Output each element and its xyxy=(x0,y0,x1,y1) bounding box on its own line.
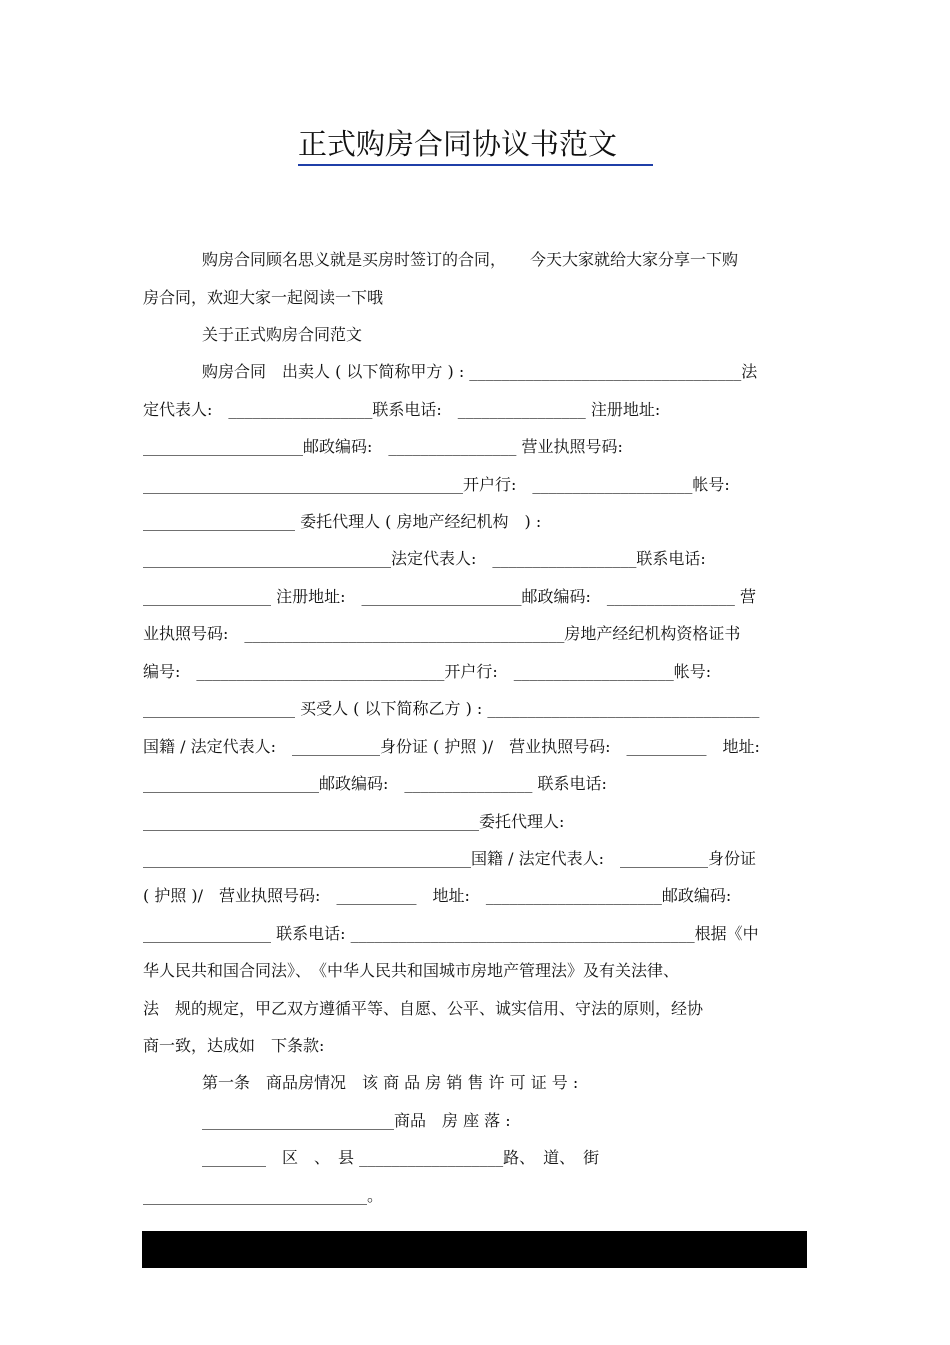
document-line: ________________________________________开户行: ____________________帐号: xyxy=(143,475,730,494)
document-line: _________________________________________国籍 / 法定代表人: ___________身份证 xyxy=(143,849,756,868)
document-line: ________________________商品 房 座 落 : xyxy=(202,1111,511,1130)
document-line: ____________________邮政编码: ________________ 营业执照号码: xyxy=(143,437,623,456)
document-line: ________ 区 、 县 __________________路、 道、 街 xyxy=(202,1148,600,1167)
document-title: 正式购房合同协议书范文 xyxy=(0,124,950,166)
document-line: 法 规的规定，甲乙双方遵循平等、自愿、公平、诚实信用、守法的原则，经协 xyxy=(143,999,704,1018)
document-line: 编号: _______________________________开户行: ____________________帐号: xyxy=(143,662,712,681)
document-line: ( 护照 )/ 营业执照号码: __________ 地址: ______________________邮政编码: xyxy=(143,886,732,905)
document-line: ____________________________。 xyxy=(143,1186,384,1205)
document-line: ________________ 注册地址: ____________________邮政编码: ________________ 营 xyxy=(143,587,756,606)
document-line: ___________________ 买受人 ( 以下简称乙方 ) : __________________________________ xyxy=(143,699,760,718)
document-line: 购房合同 出卖人 ( 以下简称甲方 ) : __________________________________法 xyxy=(202,362,758,381)
redaction-bar xyxy=(142,1231,807,1268)
document-line: 第一条 商品房情况 该 商 品 房 销 售 许 可 证 号 : xyxy=(202,1073,579,1092)
document-line: 华人民共和国合同法》、 《中华人民共和国城市房地产管理法》及有关法律、 xyxy=(143,961,680,980)
document-line: 商一致，达成如 下条款: xyxy=(143,1036,325,1055)
document-line: 房合同，欢迎大家一起阅读一下哦 xyxy=(143,288,384,307)
document-line: 购房合同顾名思义就是买房时签订的合同， 今天大家就给大家分享一下购 xyxy=(202,250,739,269)
document-line: ______________________邮政编码: ________________ 联系电话: xyxy=(143,774,607,793)
document-line: ________________ 联系电话: ___________________________________________根据《中 xyxy=(143,924,759,943)
document-line: 关于正式购房合同范文 xyxy=(202,325,363,344)
document-line: 业执照号码: ________________________________________房地产经纪机构资格证书 xyxy=(143,624,741,643)
document-line: _______________________________法定代表人: __________________联系电话: xyxy=(143,549,706,568)
document-line: 国籍 / 法定代表人: ___________身份证 ( 护照 )/ 营业执照号码: __________ 地址: xyxy=(143,737,760,756)
document-line: 定代表人: __________________联系电话: ________________ 注册地址: xyxy=(143,400,661,419)
document-line: __________________________________________委托代理人: xyxy=(143,812,565,831)
document-line: ___________________ 委托代理人 ( 房地产经纪机构 ) : xyxy=(143,512,542,531)
